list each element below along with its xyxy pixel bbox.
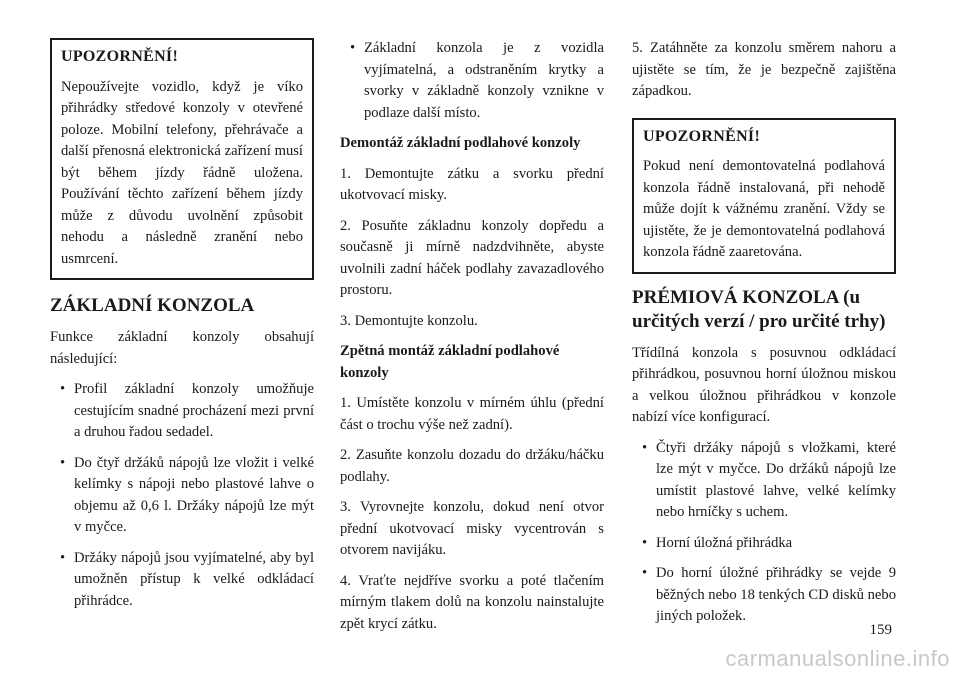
step: 3. Demontujte konzolu. — [340, 312, 478, 329]
warning-title: UPOZORNĚNÍ! — [643, 127, 761, 145]
bullet-icon: • — [642, 439, 648, 456]
step: 4. Vraťte nejdříve svorku a poté tlačením mírným tlakem dolů na konzolu nainstalujte zpět krycí zátku. — [340, 572, 604, 632]
page-number: 159 — [869, 622, 892, 638]
column-right — [632, 38, 896, 637]
column-left — [50, 38, 314, 621]
bullet-icon: • — [60, 454, 66, 471]
warning-box — [50, 38, 314, 280]
step: 1. Demontujte zátku a svorku přední ukotvovací misky. — [340, 165, 604, 203]
warning-text: Pokud není demontovatelná podlahová konzola řádně instalovaná, při nehodě může dojít k vážnému zranění. Vždy se ujistěte, že je demontovatelná podlahová konzola řádně zaaretována. — [643, 158, 885, 260]
step: 1. Umístěte konzolu v mírném úhlu (přední část o trochu výše než zadní). — [340, 395, 604, 433]
list-item: • Držáky nápojů jsou vyjímatelné, aby byl umožněn přístup k velké odkládací přihrádce. — [60, 549, 314, 609]
step: 2. Zasuňte konzolu dozadu do držáku/háčku podlahy. — [340, 447, 604, 485]
warning-box — [632, 118, 896, 274]
list-item: • Čtyři držáky nápojů s vložkami, které lze mýt v myčce. Do držáků nápojů lze umístit plastové lahve, velké kelímky nebo hrníčky s uchem. — [642, 439, 896, 520]
list-item: • Horní úložná přihrádka — [632, 533, 896, 555]
step: 2. Posuňte základnu konzoly dopředu a současně ji mírně nadzdvihněte, abyste uvolnili zadní háček podlahy zavazadlového prostoru. — [340, 217, 604, 298]
bullet-icon: • — [60, 381, 66, 397]
subheading-reinstall: Zpětná montáž základní podlahové konzoly — [340, 343, 560, 381]
intro-paragraph: Funkce základní konzoly obsahují následující: — [50, 329, 314, 367]
section-heading: ZÁKLADNÍ KONZOLA — [50, 295, 255, 316]
bullet-icon: • — [60, 549, 66, 566]
section-heading: PRÉMIOVÁ KONZOLA (u určitých verzí / pro určité trhy) — [632, 286, 886, 332]
subheading-removal: Demontáž základní podlahové konzoly — [340, 135, 581, 151]
step: 5. Zatáhněte za konzolu směrem nahoru a ujistěte se tím, že je bezpečně zajištěna západkou. — [632, 40, 896, 99]
watermark: carmanualsonline.info — [725, 646, 950, 671]
list-item: • Profil základní konzoly umožňuje cestujícím snadné procházení mezi první a druhou řadou sedadel. — [60, 381, 314, 440]
bullet-icon: • — [642, 565, 648, 581]
warning-title: UPOZORNĚNÍ! — [61, 48, 179, 65]
step: 3. Vyrovnejte konzolu, dokud není otvor přední ukotvovací misky vycentrován s otvorem navijáku. — [340, 499, 604, 558]
list-item: • Základní konzola je z vozidla vyjímatelná, a odstraněním krytky a svorky v základně konzoly vznikne v podlaze další místo. — [350, 40, 604, 121]
list-item: • Do horní úložné přihrádky se vejde 9 běžných nebo 18 tenkých CD disků nebo jiných položek. — [642, 565, 896, 624]
warning-text: Nepoužívejte vozidlo, když je víko přihrádky středové konzoly v otevřené poloze. Mobilní telefony, přehrávače a další přenosná elektronická zařízení musí být během jízdy řádně uložena. Používání těchto zařízení během jízdy může z důvodu uvolnění způsobit nehodu a následně zranění nebo usmrcení. — [61, 78, 303, 267]
intro-paragraph: Třídílná konzola s posuvnou odkládací přihrádkou, posuvnou horní úložnou miskou a velkou úložnou přihrádkou v konzole nabízí více konfigurací. — [632, 344, 896, 425]
list-item: • Do čtyř držáků nápojů lze vložit i velké kelímky s nápoji nebo plastové lahve o objemu až 0,6 l. Držáky nápojů lze mýt v myčce. — [60, 454, 314, 535]
column-middle — [340, 38, 604, 644]
bullet-icon: • — [642, 534, 648, 551]
bullet-icon: • — [350, 40, 356, 56]
